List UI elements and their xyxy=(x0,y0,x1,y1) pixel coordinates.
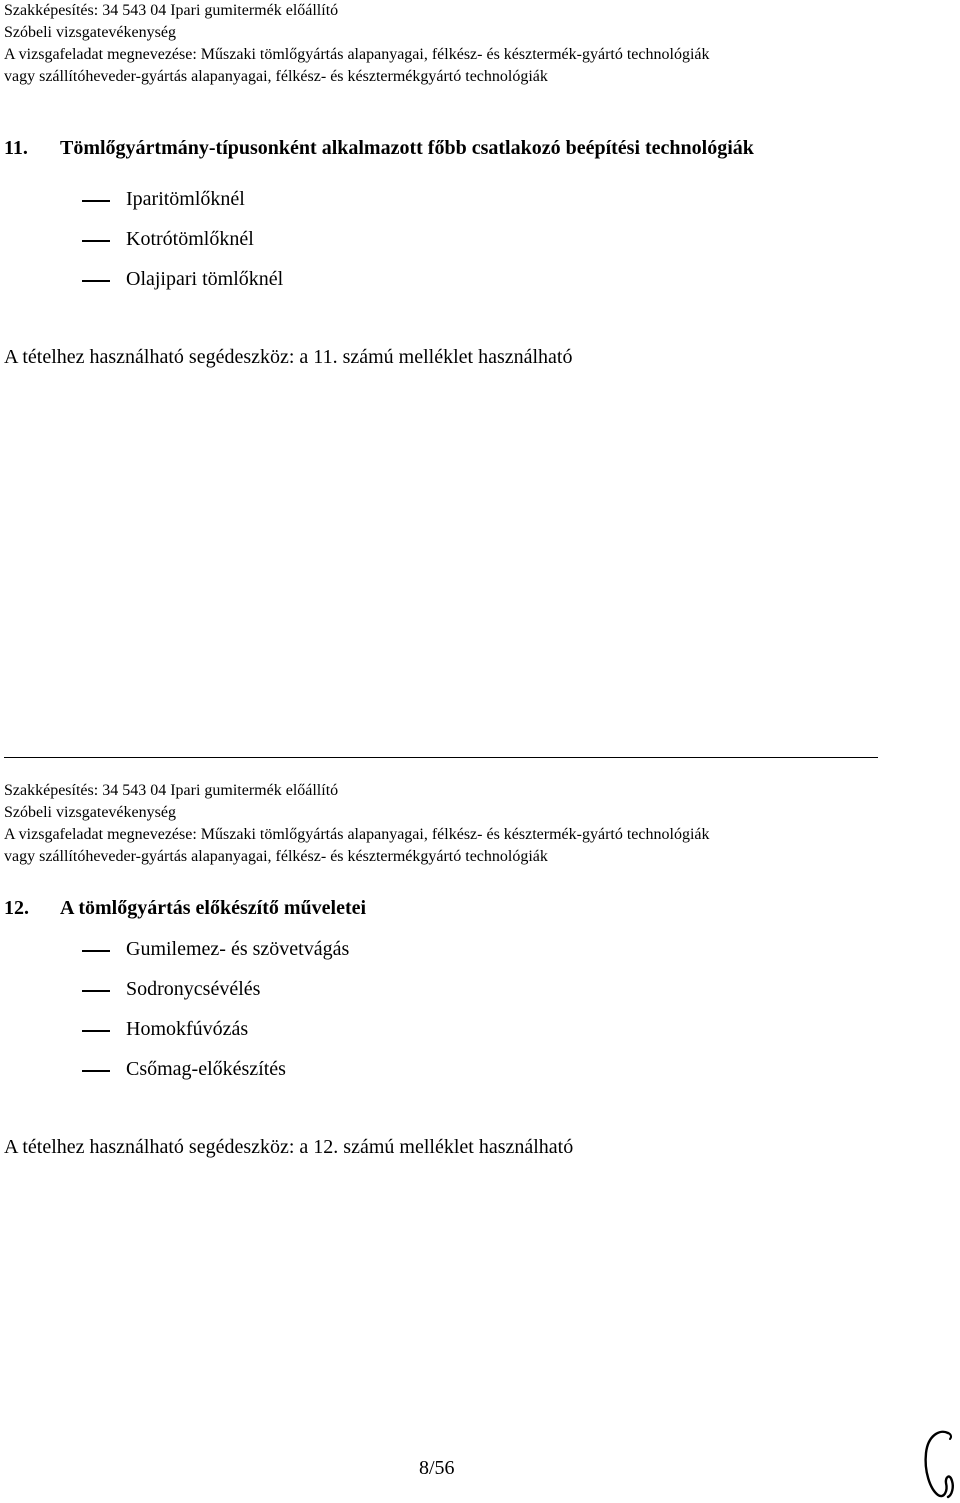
dash-bullet-icon xyxy=(82,280,110,282)
page-separator xyxy=(4,757,878,758)
section-title-text: Tömlőgyártmány-típusonként alkalmazott főbb csatlakozó beépítési technológiák xyxy=(60,137,754,159)
dash-bullet-icon xyxy=(82,990,110,992)
qualification-line: Szakképesítés: 34 543 04 Ipari gumitermék előállító xyxy=(4,782,339,799)
dash-bullet-icon xyxy=(82,1070,110,1072)
section-number: 11. xyxy=(4,137,28,159)
handwritten-signature-icon xyxy=(918,1425,958,1501)
section-11-title xyxy=(4,137,754,160)
task-name-continued-line: vagy szállítóheveder-gyártás alapanyagai, félkész- és késztermékgyártó technológiák xyxy=(4,68,548,85)
page-header-top xyxy=(4,0,710,88)
section-11-aid-note: A tételhez használható segédeszköz: a 11. számú melléklet használható xyxy=(4,346,573,368)
qualification-line: Szakképesítés: 34 543 04 Ipari gumitermék előállító xyxy=(4,2,339,19)
section-12-aid-note: A tételhez használható segédeszköz: a 12. számú melléklet használható xyxy=(4,1136,574,1158)
dash-bullet-icon xyxy=(82,240,110,242)
section-12-title xyxy=(4,897,366,920)
section-title-text: A tömlőgyártás előkészítő műveletei xyxy=(60,897,367,919)
dash-bullet-icon xyxy=(82,950,110,952)
dash-bullet-icon xyxy=(82,200,110,202)
page-header-bottom xyxy=(4,780,710,868)
task-name-continued-line: vagy szállítóheveder-gyártás alapanyagai, félkész- és késztermékgyártó technológiák xyxy=(4,848,548,865)
exam-activity-line: Szóbeli vizsgatevékenység xyxy=(4,24,176,41)
section-number: 12. xyxy=(4,897,29,919)
task-name-line: A vizsgafeladat megnevezése: Műszaki tömlőgyártás alapanyagai, félkész- és késztermék-gyártó technológiák xyxy=(4,46,710,63)
page-number: 8/56 xyxy=(419,1457,455,1479)
task-name-line: A vizsgafeladat megnevezése: Műszaki tömlőgyártás alapanyagai, félkész- és késztermék-gyártó technológiák xyxy=(4,826,710,843)
exam-activity-line: Szóbeli vizsgatevékenység xyxy=(4,804,176,821)
dash-bullet-icon xyxy=(82,1030,110,1032)
